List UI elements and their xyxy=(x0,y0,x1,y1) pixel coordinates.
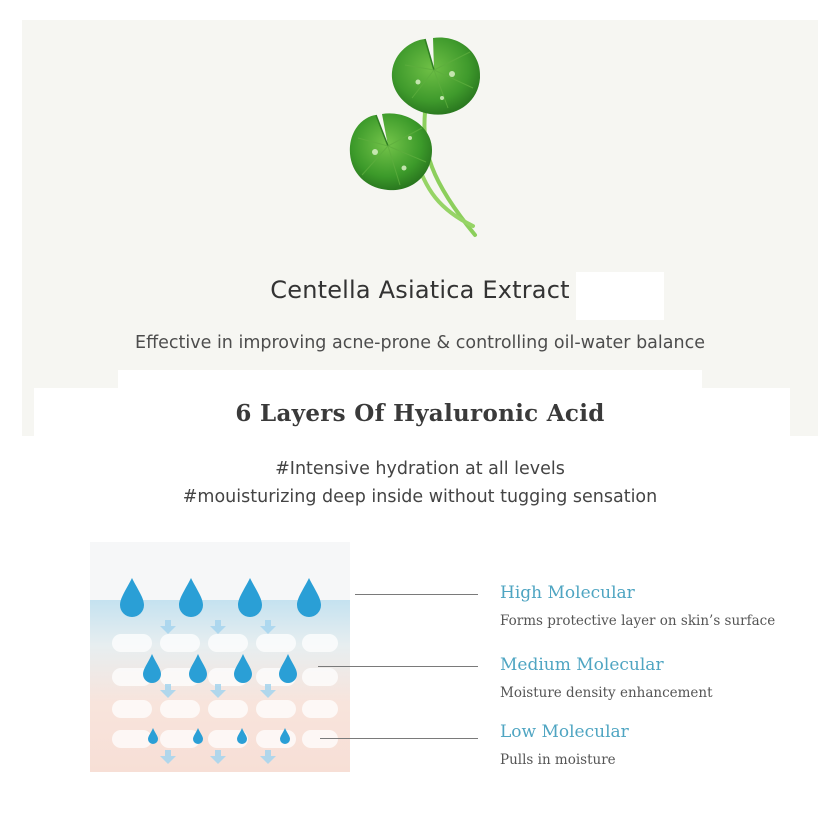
centella-leaf-icon xyxy=(330,30,500,245)
medium-molecular-desc: Moisture density enhancement xyxy=(500,685,713,701)
leader-line xyxy=(320,738,478,739)
medium-molecular-title: Medium Molecular xyxy=(500,655,664,675)
leader-line xyxy=(355,594,478,595)
leader-line xyxy=(318,666,478,667)
high-molecular-desc: Forms protective layer on skin’s surface xyxy=(500,613,776,629)
high-molecular-title: High Molecular xyxy=(500,583,635,603)
low-molecular-title: Low Molecular xyxy=(500,722,629,742)
hyaluronic-tag: #Intensive hydration at all levels xyxy=(275,459,565,479)
centella-title: Centella Asiatica Extract xyxy=(270,276,570,304)
hyaluronic-tag: #mouisturizing deep inside without tugging sensation xyxy=(182,487,658,507)
low-molecular-desc: Pulls in moisture xyxy=(500,752,616,768)
section-divider-strip xyxy=(118,370,702,390)
hyaluronic-title: 6 Layers Of Hyaluronic Acid xyxy=(235,400,605,427)
skin-layers-diagram xyxy=(90,542,350,772)
centella-subtitle: Effective in improving acne-prone & controlling oil-water balance xyxy=(135,333,705,353)
